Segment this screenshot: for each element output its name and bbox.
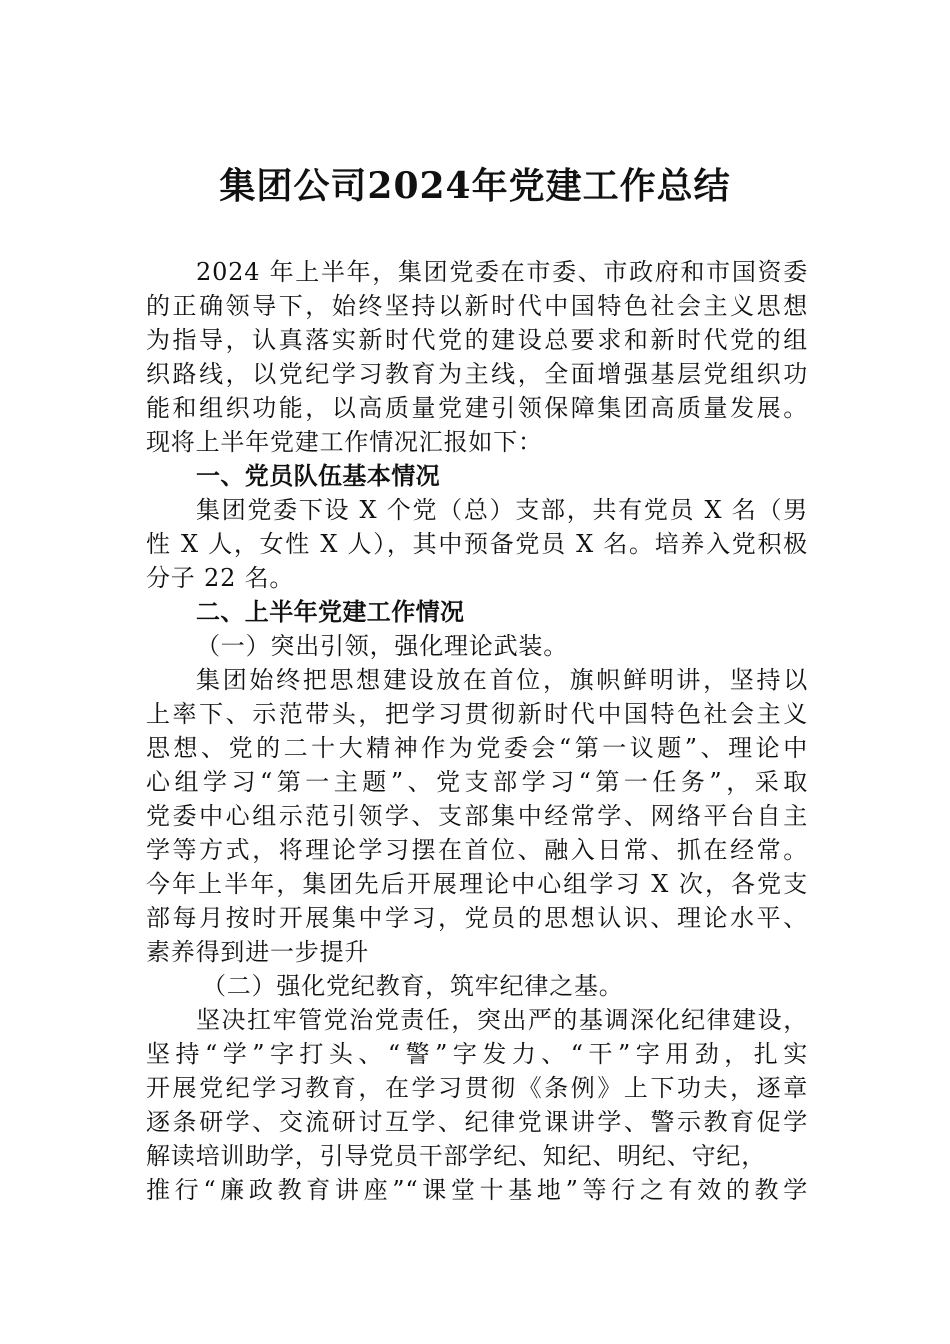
body-line: 集团始终把思想建设放在首位，旗帜鲜明讲，坚持以 [196,666,808,694]
body-line: 开展党纪学习教育，在学习贯彻《条例》上下功夫，逐章 [146,1074,808,1102]
body-line: 集团党委下设 X 个党（总）支部，共有党员 X 名（男 [196,496,808,524]
body-line: 能和组织功能，以高质量党建引领保障集团高质量发展。 [146,394,808,422]
body-line: 分子 22 名。 [146,564,295,592]
body-line: 推行“廉政教育讲座”“课堂十基地”等行之有效的教学 [146,1176,808,1204]
body-line: 党委中心组示范引领学、支部集中经常学、网络平台自主 [146,802,808,830]
body-line: 学等方式，将理论学习摆在首位、融入日常、抓在经常。 [146,836,808,864]
body-line: （一）突出引领，强化理论武装。 [196,632,568,660]
body-line: 性 X 人，女性 X 人），其中预备党员 X 名。培养入党积极 [146,530,808,558]
body-line: 现将上半年党建工作情况汇报如下： [146,428,543,456]
body-line: （二）强化党纪教育，筑牢纪律之基。 [202,972,624,1000]
body-line: 思想、党的二十大精神作为党委会“第一议题”、理论中 [146,734,808,762]
section-heading: 二、上半年党建工作情况 [196,598,465,626]
body-line: 为指导，认真落实新时代党的建设总要求和新时代党的组 [146,326,808,354]
document-title: 集团公司2024年党建工作总结 [219,165,731,207]
body-line: 逐条研学、交流研讨互学、纪律党课讲学、警示教育促学 [146,1108,808,1136]
body-line: 今年上半年，集团先后开展理论中心组学习 X 次，各党支 [146,870,808,898]
body-line: 解读培训助学，引导党员干部学纪、知纪、明纪、守纪， [146,1142,766,1170]
body-line: 素养得到进一步提升 [146,938,370,966]
body-line: 织路线，以党纪学习教育为主线，全面增强基层党组织功 [146,360,808,388]
document-body [146,255,808,1207]
body-line: 坚持“学”字打头、“警”字发力、“干”字用劲，扎实 [146,1040,808,1068]
body-line: 的正确领导下，始终坚持以新时代中国特色社会主义思想 [146,292,808,320]
body-line: 坚决扛牢管党治党责任，突出严的基调深化纪律建设， [196,1006,808,1034]
body-line: 2024 年上半年，集团党委在市委、市政府和市国资委 [196,258,808,286]
body-line: 上率下、示范带头，把学习贯彻新时代中国特色社会主义 [146,700,808,728]
section-heading: 一、党员队伍基本情况 [196,462,440,490]
body-line: 心组学习“第一主题”、党支部学习“第一任务”，采取 [146,768,808,796]
body-line: 部每月按时开展集中学习，党员的思想认识、理论水平、 [146,904,808,932]
